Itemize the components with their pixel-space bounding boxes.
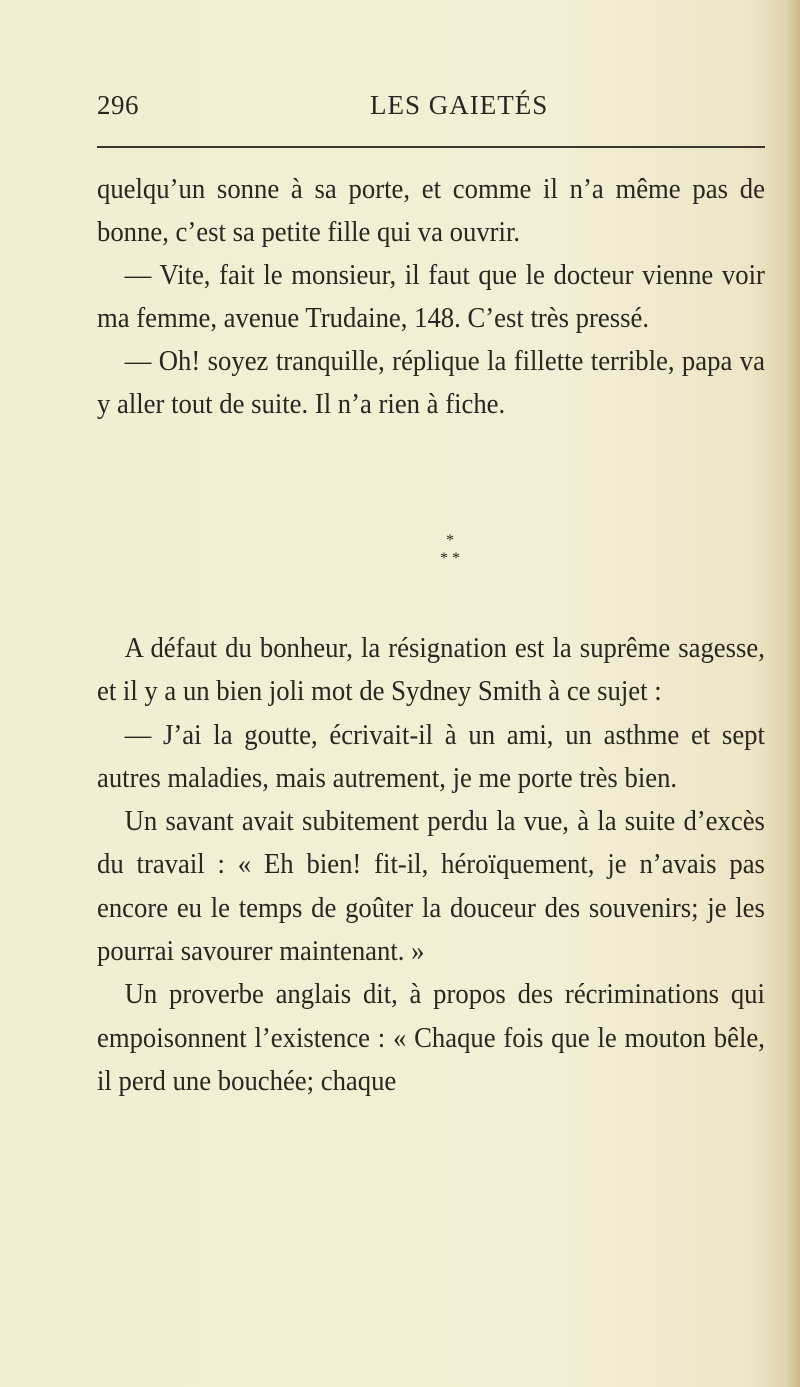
text-block-2	[97, 627, 765, 1103]
running-title: LES GAIETÉS	[370, 90, 549, 120]
separator-star-top: *	[446, 532, 454, 549]
paragraph: — Oh! soyez tranquille, réplique la fillette terrible, papa va y aller tout de suite. Il n’a rien à fiche.	[97, 345, 765, 420]
page-number: 296	[97, 90, 139, 120]
paragraph: A défaut du bonheur, la résignation est la suprême sagesse, et il y a un bien joli mot de Sydney Smith à ce sujet :	[97, 632, 765, 708]
header-rule	[97, 146, 765, 148]
paragraph: quelqu’un sonne à sa porte, et comme il n’a même pas de bonne, c’est sa petite fille qui va ouvrir.	[97, 173, 765, 248]
paragraph: — J’ai la goutte, écrivait-il à un ami, un asthme et sept autres maladies, mais autrement, je me porte très bien.	[97, 718, 765, 794]
text-block-1	[97, 168, 765, 426]
running-head	[97, 90, 765, 130]
page-edge-shadow	[786, 0, 800, 1387]
paragraph: Un savant avait subitement perdu la vue, à la suite d’excès du travail : « Eh bien! fit-il, héroïquement, je n’avais pas encore eu le temps de goûter la douceur des souvenirs; je les pourrai savourer maintenant. »	[97, 805, 765, 968]
paragraph: — Vite, fait le monsieur, il faut que le docteur vienne voir ma femme, avenue Trudaine, 148. C’est très pressé.	[97, 259, 765, 334]
separator-stars-bottom: * *	[440, 550, 460, 567]
section-separator	[420, 532, 480, 582]
paragraph: Un proverbe anglais dit, à propos des récriminations qui empoisonnent l’existence : « Chaque fois que le mouton bêle, il perd une bouchée; chaque	[97, 978, 765, 1097]
